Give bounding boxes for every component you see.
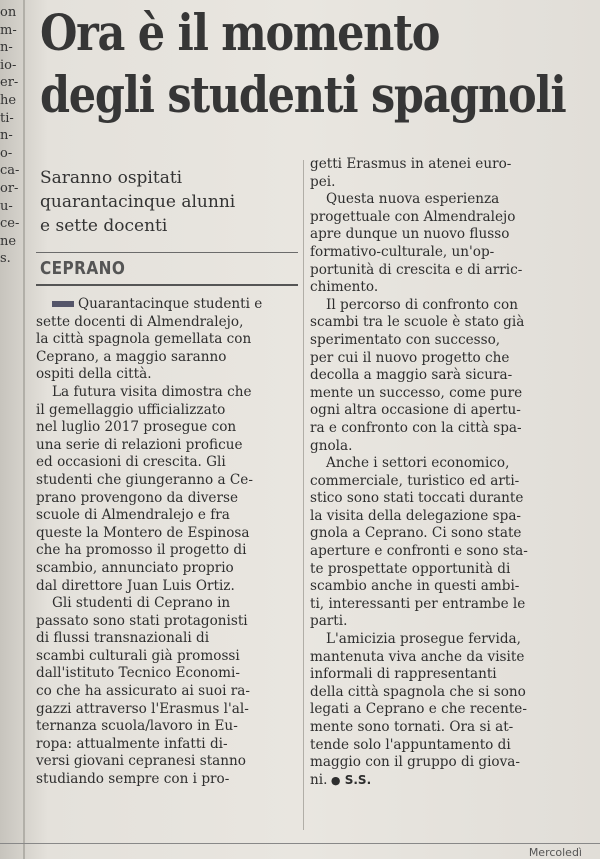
text-line-content: gnola a Ceprano. Ci sono state [310, 525, 522, 542]
text-line [310, 737, 562, 755]
text-line [310, 244, 562, 262]
text-line-content: scambio, annunciato proprio [36, 559, 234, 576]
gutter-line: he [0, 92, 17, 108]
headline [40, 2, 566, 126]
text-line [36, 613, 298, 631]
text-line [36, 349, 298, 367]
text-line-content: getti Erasmus in atenei euro- [310, 156, 512, 172]
article-paragraph [310, 156, 562, 191]
dateline-rule [36, 284, 298, 286]
bullet-icon: ● [327, 773, 341, 787]
text-line-content: ni. [310, 771, 328, 788]
text-line [36, 525, 298, 543]
text-line-content: sette docenti di Almendralejo, [36, 313, 244, 330]
gutter-line: or- [0, 180, 19, 196]
text-line [310, 174, 562, 192]
text-line [310, 701, 562, 719]
text-line-content: ti, interessanti per entrambe le [310, 595, 526, 612]
article-paragraph [310, 297, 562, 455]
article-paragraph [36, 595, 298, 789]
text-line [310, 561, 562, 579]
gutter-line: ti- [0, 110, 14, 126]
text-line-content: Quarantacinque studenti e [78, 296, 263, 312]
text-line-content: nel luglio 2017 prosegue con [36, 419, 237, 436]
text-line [36, 560, 298, 578]
text-line [310, 262, 562, 280]
text-line-content: Il percorso di confronto con [326, 296, 518, 313]
text-line-content: scambi culturali già promossi [36, 647, 240, 664]
text-line-content: scuole di Almendralejo e fra [36, 507, 230, 524]
text-line-content: portunità di crescita e di arric- [310, 261, 523, 278]
text-line [310, 279, 562, 297]
text-line-content: informali di rappresentanti [310, 666, 497, 683]
gutter-line: s. [0, 251, 11, 267]
text-line [36, 648, 298, 666]
author-signature: S.S. [340, 772, 372, 787]
text-line [310, 455, 562, 473]
text-line-content: studiando sempre con i pro- [36, 771, 230, 788]
text-line [36, 402, 298, 420]
text-line [36, 331, 298, 349]
text-line-content: co che ha assicurato ai suoi ra- [36, 683, 250, 700]
text-line-content: legati a Ceprano e che recente- [310, 701, 527, 718]
text-line [36, 771, 298, 789]
text-line [310, 631, 562, 649]
text-line [36, 419, 298, 437]
text-line [36, 665, 298, 683]
text-line-content: aperture e confronti e sono sta- [310, 543, 528, 560]
gutter-line: o- [0, 145, 13, 161]
text-line [36, 595, 298, 613]
text-line [36, 630, 298, 648]
text-line-content: scambio anche in questi ambi- [310, 578, 520, 595]
text-line [310, 525, 562, 543]
text-line [310, 490, 562, 508]
page-bottom-rule [0, 843, 600, 844]
text-line-content: pei. [310, 173, 336, 190]
text-line [310, 649, 562, 667]
article-paragraph [310, 455, 562, 631]
lead-bar-icon [52, 301, 74, 307]
text-line-content: decolla a maggio sarà sicura- [310, 367, 513, 384]
column-divider [303, 160, 304, 830]
text-line [310, 350, 562, 368]
text-line-content: Ceprano, a maggio saranno [36, 348, 227, 365]
next-article-fragment: Mercoledì [528, 846, 582, 859]
text-line-content: gnola. [310, 437, 353, 454]
text-line-content: mente un successo, come pure [310, 384, 523, 401]
text-line-content: la città spagnola gemellata con [36, 331, 252, 348]
text-line [310, 578, 562, 596]
gutter-line: n- [0, 40, 13, 56]
text-line-content: la visita della delegazione spa- [310, 507, 522, 524]
text-line [310, 314, 562, 332]
text-line [36, 718, 298, 736]
text-line [36, 472, 298, 490]
text-line-content: scambi tra le scuole è stato già [310, 314, 525, 331]
text-line [36, 314, 298, 332]
text-line-content: dall'istituto Tecnico Economi- [36, 665, 240, 682]
text-line-content: ropa: attualmente infatti di- [36, 735, 228, 752]
subheadline [40, 166, 290, 238]
text-line-content: formativo-culturale, un'op- [310, 243, 495, 260]
gutter-line: io- [0, 57, 17, 73]
text-line-content: prano provengono da diverse [36, 489, 238, 506]
text-line-content: commerciale, turistico ed arti- [310, 472, 520, 489]
text-line [310, 385, 562, 403]
text-line [36, 542, 298, 560]
gutter-line: ce- [0, 216, 20, 232]
text-line [36, 753, 298, 771]
text-line-content: gazzi attraverso l'Erasmus l'al- [36, 700, 249, 717]
column-divider [23, 0, 25, 859]
text-line [310, 508, 562, 526]
text-line [310, 666, 562, 684]
subheadline-line-3: e sette docenti [40, 216, 168, 236]
gutter-line: er- [0, 75, 19, 91]
text-line-content: studenti che giungeranno a Ce- [36, 471, 253, 488]
text-line [310, 543, 562, 561]
article-paragraph [310, 191, 562, 297]
text-line-content: versi giovani cepranesi stanno [36, 753, 246, 770]
text-line-content: per cui il nuovo progetto che [310, 349, 510, 366]
text-line [36, 578, 298, 596]
text-line-content: L'amicizia prosegue fervida, [326, 631, 521, 648]
text-line [36, 490, 298, 508]
text-line-content: mente sono tornati. Ora si at- [310, 719, 514, 735]
text-line-content: Gli studenti di Ceprano in [52, 595, 231, 612]
text-line [36, 507, 298, 525]
text-line [310, 209, 562, 227]
gutter-line: u- [0, 198, 13, 214]
text-line [36, 736, 298, 754]
text-line [36, 437, 298, 455]
gutter-line: m- [0, 22, 17, 38]
text-line [310, 226, 562, 244]
text-line [36, 683, 298, 701]
text-line [36, 296, 298, 314]
text-line [310, 297, 562, 315]
gutter-line: ca- [0, 163, 20, 179]
text-line-content: queste la Montero de Espinosa [36, 524, 250, 541]
dateline-place: CEPRANO [40, 258, 126, 279]
text-line [36, 384, 298, 402]
text-line [310, 438, 562, 456]
section-rule [36, 252, 298, 253]
text-line-content: una serie di relazioni proficue [36, 436, 243, 453]
text-line [310, 191, 562, 209]
text-line-content: ed occasioni di crescita. Gli [36, 454, 226, 471]
headline-line-1: Ora è il momento [40, 3, 440, 62]
text-line-content: passato sono stati protagonisti [36, 612, 248, 629]
text-line [310, 719, 562, 737]
adjacent-column-fragment [0, 4, 22, 268]
text-line-content: Anche i settori economico, [326, 455, 510, 472]
text-line-content: apre dunque un nuovo flusso [310, 226, 510, 243]
text-line-content: Questa nuova esperienza [326, 191, 500, 208]
text-line-content: ospiti della città. [36, 366, 152, 383]
text-line-content: sperimentato con successo, [310, 331, 501, 348]
text-line-content: il gemellaggio ufficializzato [36, 401, 226, 418]
text-line-content: mantenuta viva anche da visite [310, 648, 525, 665]
text-line-content: che ha promosso il progetto di [36, 542, 247, 559]
text-line [310, 156, 562, 174]
text-line-content: ogni altra occasione di apertu- [310, 402, 521, 419]
article-column-1 [36, 296, 298, 789]
text-line-content: della città spagnola che si sono [310, 683, 526, 700]
article-paragraph [310, 631, 562, 789]
text-line [36, 366, 298, 384]
text-line-content: tende solo l'appuntamento di [310, 736, 511, 753]
text-line [36, 701, 298, 719]
text-line-content: parti. [310, 613, 348, 630]
gutter-line: n- [0, 128, 13, 144]
text-line-content: maggio con il gruppo di giova- [310, 754, 520, 771]
text-line-content: te prospettate opportunità di [310, 560, 511, 577]
text-line-content: ternanza scuola/lavoro in Eu- [36, 718, 238, 735]
text-line [310, 473, 562, 491]
headline-line-2: degli studenti spagnoli [40, 65, 566, 124]
subheadline-line-2: quarantacinque alunni [40, 192, 236, 212]
text-line-content: stico sono stati toccati durante [310, 490, 524, 507]
text-line-content: La futura visita dimostra che [52, 383, 252, 400]
text-line-content: ra e confronto con la città spa- [310, 419, 522, 436]
text-line [310, 772, 562, 790]
text-line-content: chimento. [310, 279, 379, 296]
text-line [310, 420, 562, 438]
text-line [310, 332, 562, 350]
article-column-2 [310, 156, 562, 789]
text-line [310, 754, 562, 772]
text-line [310, 367, 562, 385]
text-line [310, 596, 562, 614]
text-line [310, 684, 562, 702]
text-line-content: progettuale con Almendralejo [310, 208, 516, 225]
article-paragraph [36, 296, 298, 384]
article-paragraph [36, 384, 298, 595]
text-line [36, 454, 298, 472]
text-line [310, 613, 562, 631]
gutter-line: on [0, 5, 17, 20]
subheadline-line-1: Saranno ospitati [40, 168, 183, 188]
text-line [310, 402, 562, 420]
text-line-content: di flussi transnazionali di [36, 630, 210, 647]
text-line-content: dal direttore Juan Luis Ortiz. [36, 577, 235, 594]
gutter-line: ne [0, 233, 17, 249]
